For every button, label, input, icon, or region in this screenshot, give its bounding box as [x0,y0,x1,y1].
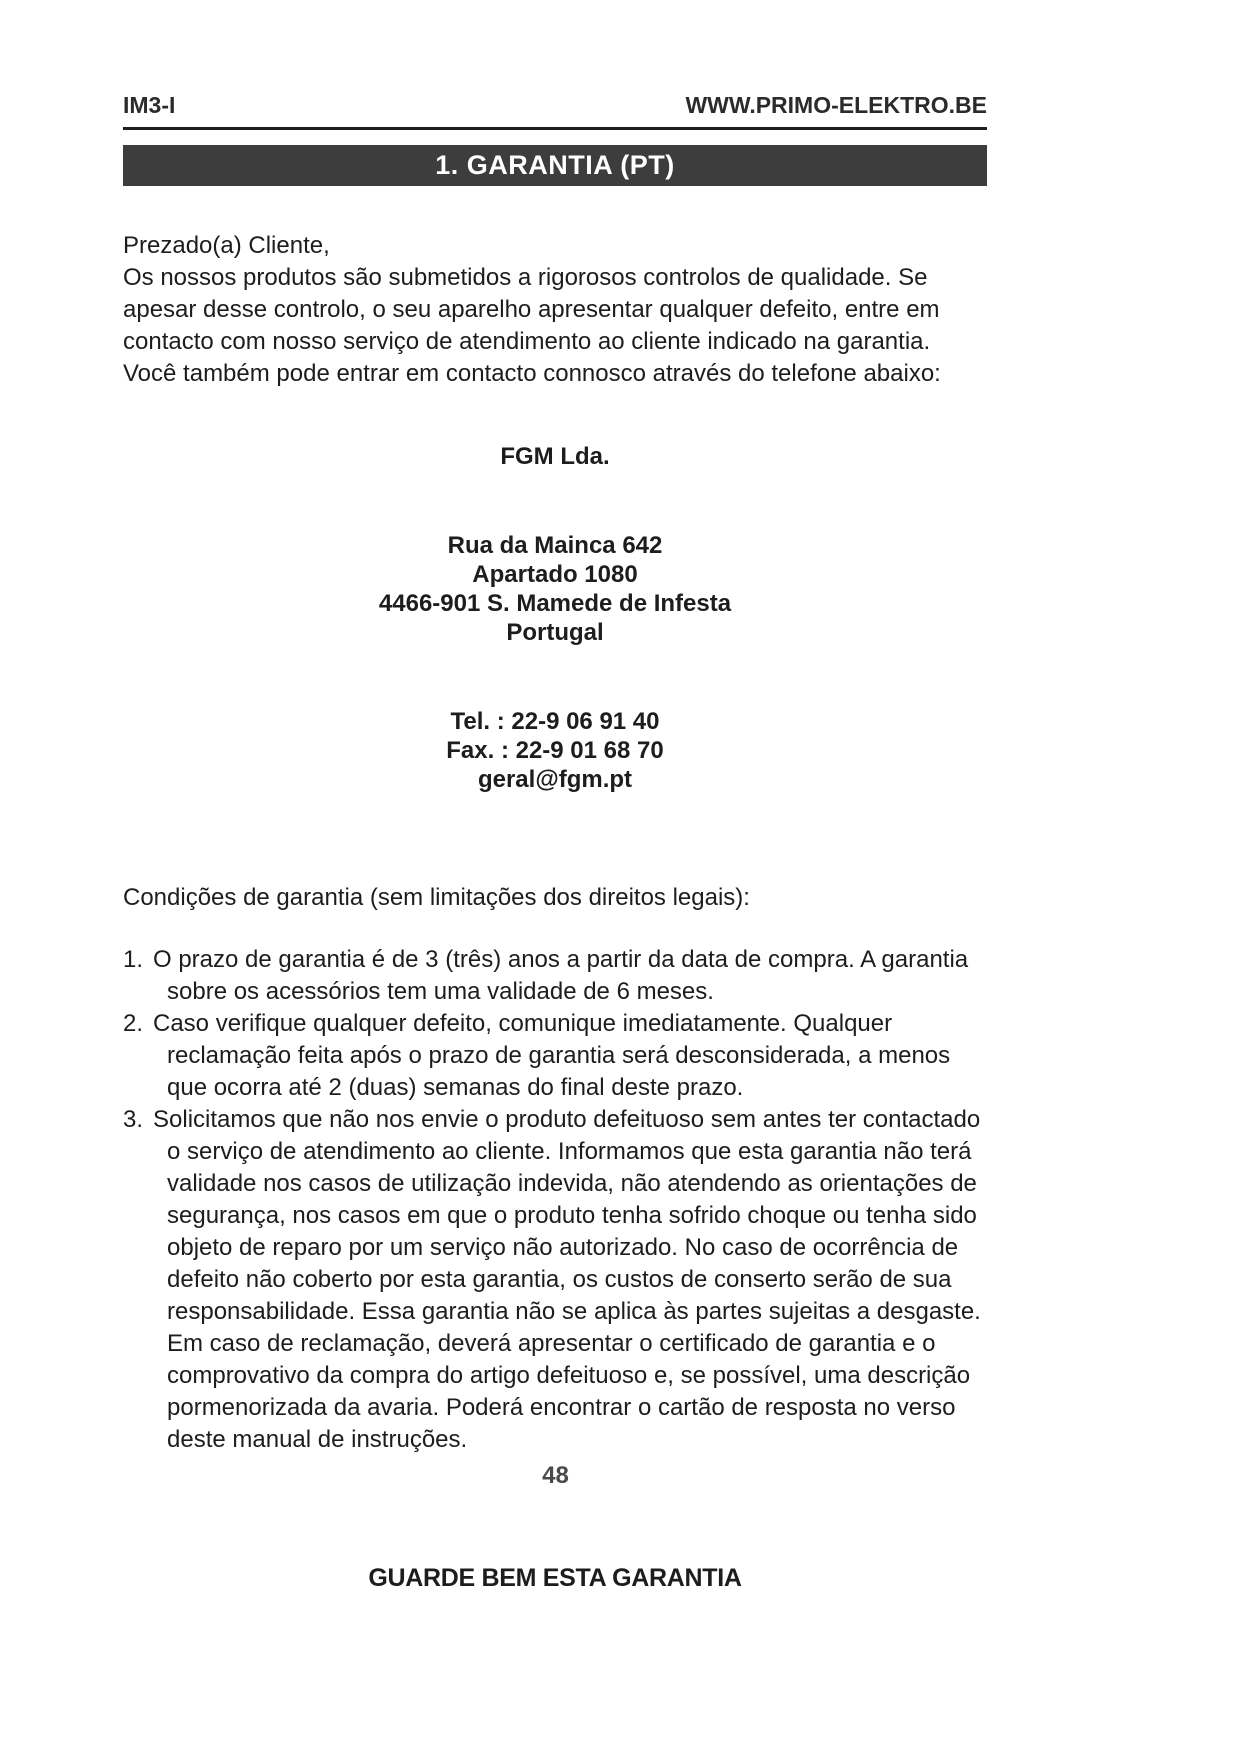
fax-number: Fax. : 22-9 01 68 70 [446,737,664,764]
address-line: Apartado 1080 [472,561,638,588]
page-header [123,92,987,119]
contact-block [123,442,987,794]
address-line: Portugal [506,619,604,646]
website-text: WWW.PRIMO-ELEKTRO.BE [685,92,987,118]
list-item-text: Caso verifique qualquer defeito, comunique imediatamente. Qualquer reclamação feita após o prazo de garantia será desconsiderada, a menos que ocorra até 2 (duas) semanas do final deste prazo. [153,1010,951,1101]
intro-paragraph [123,230,987,390]
list-item [123,1104,987,1456]
list-item [123,1008,987,1104]
telephone-number: Tel. : 22-9 06 91 40 [450,708,660,735]
list-item-number: 3. [123,1106,144,1133]
section-title-bar [123,145,987,186]
conditions-heading: Condições de garantia (sem limitações dos direitos legais): [123,884,750,911]
page-number: 48 [542,1462,569,1489]
email-address: geral@fgm.pt [477,766,633,793]
intro-body: Os nossos produtos são submetidos a rigorosos controlos de qualidade. Se apesar desse controlo, o seu aparelho apresentar qualquer defeito, entre em contacto com nosso serviço de atendimento ao cliente indicado na garantia. Você também pode entrar em contacto connosco através do telefone abaixo: [123,264,941,387]
header-rule [123,127,987,130]
company-name: FGM Lda. [500,443,610,470]
list-item-number: 2. [123,1010,144,1037]
doc-code: IM3-I [123,92,176,118]
contact-phones [123,707,987,794]
company-address [123,531,987,647]
keep-warranty-notice: GUARDE BEM ESTA GARANTIA [368,1564,742,1592]
section-title: 1. GARANTIA (PT) [435,150,675,180]
list-item-text: Solicitamos que não nos envie o produto defeituoso sem antes ter contactado o serviço de atendimento ao cliente. Informamos que esta garantia não terá validade nos casos de utilização indevida, não atendendo as orientações de segurança, nos casos em que o produto tenha sofrido choque ou tenha sido objeto de reparo por um serviço não autorizado. No caso de ocorrência de defeito não coberto por esta garantia, os custos de conserto serão de sua responsabilidade. Essa garantia não se aplica às partes sujeitas a desgaste. Em caso de reclamação, deverá apresentar o certificado de garantia e o comprovativo da compra do artigo defeituoso e, se possível, uma descrição pormenorizada da avaria. Poderá encontrar o cartão de resposta no verso deste manual de instruções. [153,1106,981,1453]
salutation: Prezado(a) Cliente, [123,232,330,259]
list-item-number: 1. [123,946,144,973]
address-line: Rua da Mainca 642 [447,532,663,559]
list-item [123,944,987,1008]
conditions-list [123,944,987,1456]
list-item-text: O prazo de garantia é de 3 (três) anos a partir da data de compra. A garantia sobre os acessórios tem uma validade de 6 meses. [153,946,969,1005]
address-line: 4466-901 S. Mamede de Infesta [378,590,732,617]
